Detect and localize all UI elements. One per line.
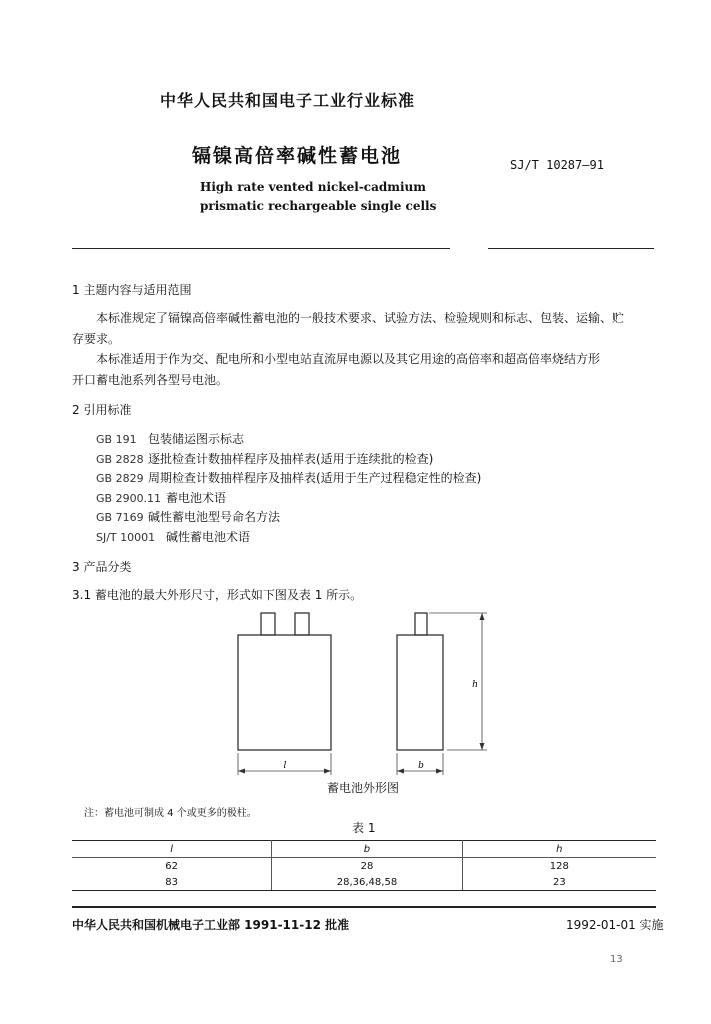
table-cell: 23: [462, 874, 656, 891]
table-cell: 28: [272, 858, 462, 875]
list-item: [96, 467, 481, 486]
list-item: [96, 526, 250, 545]
table1-title: 表 1: [352, 821, 376, 835]
dim-h-label: h: [472, 680, 478, 690]
reference-title: 碱性蓄电池术语: [166, 529, 251, 544]
document-title: 镉镍高倍率碱性蓄电池: [192, 145, 403, 167]
english-title-line2: prismatic rechargeable single cells: [200, 199, 437, 213]
english-title-line1: High rate vented nickel-cadmium: [200, 180, 426, 194]
section1-heading: 1 主题内容与适用范围: [72, 283, 192, 297]
figure-caption: 蓄电池外形图: [327, 781, 400, 795]
col-b-header: b: [272, 841, 462, 858]
reference-code: GB 2829: [96, 472, 144, 485]
reference-title: 蓄电池术语: [166, 490, 227, 505]
approval-line: 中华人民共和国机械电子工业部 1991-11-12 批准: [72, 918, 350, 932]
dim-l-label: l: [283, 761, 287, 771]
list-item: [96, 448, 433, 467]
reference-code: GB 191: [96, 433, 137, 446]
table-cell: 28,36,48,58: [272, 874, 462, 891]
reference-code: GB 2900.11: [96, 491, 162, 505]
list-item: [96, 506, 280, 525]
reference-title: 碱性蓄电池型号命名方法: [148, 510, 281, 524]
battery-outline-figure: [225, 605, 505, 785]
reference-title: 包装储运图示标志: [148, 432, 245, 446]
reference-code: GB 2828: [96, 452, 144, 466]
side-view: [397, 613, 487, 775]
standard-code: SJ/T 10287—91: [510, 158, 604, 172]
reference-code: SJ/T 10001: [96, 530, 156, 544]
col-l-header: l: [72, 841, 272, 858]
header-rule-left: [72, 248, 450, 249]
reference-title: 周期检查计数抽样程序及抽样表(适用于生产过程稳定性的检查): [148, 471, 482, 485]
header-rule-right: [488, 248, 654, 249]
table-cell: 128: [549, 860, 569, 872]
effective-date: 1992-01-01 实施: [566, 918, 664, 932]
table1: [72, 840, 656, 891]
table-row: [72, 874, 656, 891]
section3-heading: 3 产品分类: [72, 560, 132, 574]
section1-para2: 本标准适用于作为交、配电所和小型电站直流屏电源以及其它用途的高倍率和超高倍率烧结方形: [96, 352, 601, 366]
reference-code: GB 7169: [96, 511, 144, 524]
clause-3-1: 3.1 蓄电池的最大外形尺寸，形式如下图及表 1 所示。: [72, 588, 363, 602]
section1-para2-cont: 开口蓄电池系列各型号电池。: [72, 373, 229, 387]
front-view: [238, 613, 331, 775]
table-cell: 62: [72, 858, 272, 875]
page-number: 13: [610, 954, 623, 965]
dim-b-label: b: [418, 761, 424, 771]
table-row: [72, 858, 656, 875]
figure-note: 注：蓄电池可制成 4 个或更多的极柱。: [84, 808, 257, 819]
table-cell: 83: [72, 874, 272, 891]
reference-title: 逐批检查计数抽样程序及抽样表(适用于连续批的检查): [148, 451, 434, 466]
col-h-header: h: [462, 841, 656, 858]
standard-name: 中华人民共和国电子工业行业标准: [160, 91, 416, 110]
list-item: [96, 428, 244, 447]
section2-heading: 2 引用标准: [72, 403, 132, 417]
footer-rule: [72, 906, 656, 908]
section1-para1: 本标准规定了镉镍高倍率碱性蓄电池的一般技术要求、试验方法、检验规则和标志、包装、运输、贮: [96, 311, 625, 325]
list-item: [96, 487, 226, 506]
table1-header-row: [72, 841, 656, 858]
section1-para1-cont: 存要求。: [72, 332, 121, 346]
